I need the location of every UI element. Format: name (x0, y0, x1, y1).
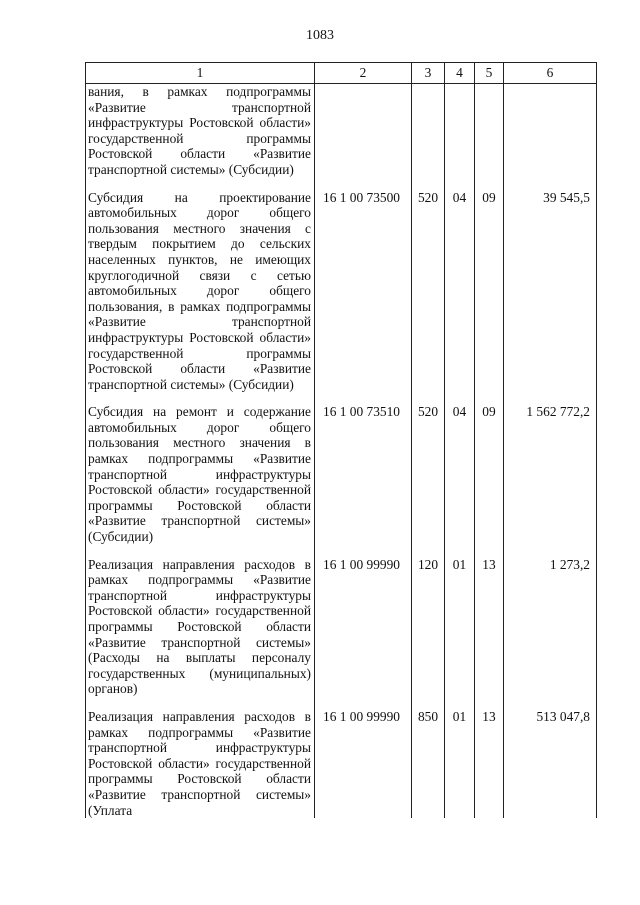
row-code: 16 1 00 99990 (315, 545, 412, 697)
row-code: 16 1 00 99990 (315, 697, 412, 818)
row-rz: 01 (445, 697, 475, 818)
header-col-4: 4 (445, 63, 475, 84)
row-name: вания, в рамках подпрограммы «Развитие транспортной инфраструктуры Ростовской области» государственной программы Ростовской области «Развитие транспортной системы» (Субсидии) (86, 84, 315, 178)
row-rz: 04 (445, 178, 475, 393)
row-amount: 1 562 772,2 (504, 392, 597, 544)
row-vr: 520 (412, 392, 445, 544)
row-name: Реализация направления расходов в рамках подпрограммы «Развитие транспортной инфраструктуры Ростовской области» государственной программы Ростовской области «Развитие транспортной системы» (Расходы на выплаты персоналу государственных (муниципальных) органов) (86, 545, 315, 697)
header-row (86, 63, 597, 84)
row-vr (412, 84, 445, 178)
row-pr (475, 84, 504, 178)
row-pr: 09 (475, 392, 504, 544)
row-name: Реализация направления расходов в рамках подпрограммы «Развитие транспортной инфраструктуры Ростовской области» государственной программы Ростовской области «Развитие транспортной системы» (Уплата (86, 697, 315, 818)
budget-table (85, 62, 597, 818)
row-pr: 13 (475, 697, 504, 818)
header-col-5: 5 (475, 63, 504, 84)
table-row (86, 697, 597, 818)
row-pr: 13 (475, 545, 504, 697)
row-code: 16 1 00 73500 (315, 178, 412, 393)
header-col-6: 6 (504, 63, 597, 84)
header-col-2: 2 (315, 63, 412, 84)
row-amount: 39 545,5 (504, 178, 597, 393)
table-row (86, 392, 597, 544)
row-rz: 04 (445, 392, 475, 544)
row-vr: 850 (412, 697, 445, 818)
row-pr: 09 (475, 178, 504, 393)
table-row (86, 178, 597, 393)
row-vr: 520 (412, 178, 445, 393)
table-row (86, 545, 597, 697)
row-amount: 1 273,2 (504, 545, 597, 697)
row-code (315, 84, 412, 178)
row-amount: 513 047,8 (504, 697, 597, 818)
row-rz: 01 (445, 545, 475, 697)
page-number: 1083 (306, 28, 334, 43)
row-code: 16 1 00 73510 (315, 392, 412, 544)
row-rz (445, 84, 475, 178)
header-col-3: 3 (412, 63, 445, 84)
table-row (86, 84, 597, 178)
header-col-1: 1 (86, 63, 315, 84)
row-vr: 120 (412, 545, 445, 697)
row-name: Субсидия на ремонт и содержание автомобильных дорог общего пользования местного значения в рамках подпрограммы «Развитие транспортной инфраструктуры Ростовской области» государственной программы Ростовской области «Развитие транспортной системы» (Субсидии) (86, 392, 315, 544)
row-amount (504, 84, 597, 178)
row-name: Субсидия на проектирование автомобильных дорог общего пользования местного значения с твердым покрытием до сельских населенных пунктов, не имеющих круглогодичной связи с сетью автомобильных дорог общего пользования, в рамках подпрограммы «Развитие транспортной инфраструктуры Ростовской области» государственной программы Ростовской области «Развитие транспортной системы» (Субсидии) (86, 178, 315, 393)
